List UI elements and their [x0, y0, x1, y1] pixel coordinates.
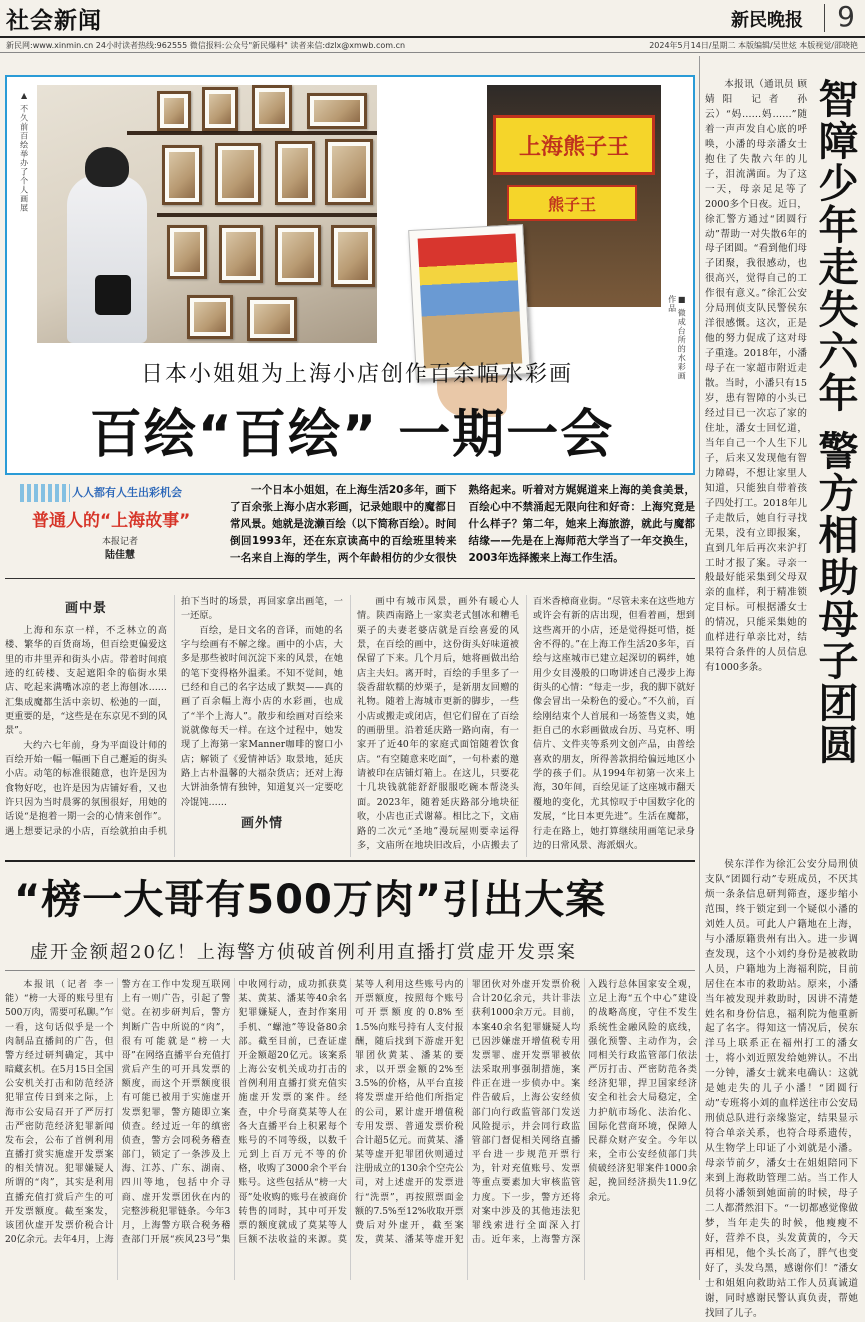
page-number: 9 — [837, 0, 855, 33]
info-right: 2024年5月14日/星期二 本版编辑/吴世炫 本版视觉/邵晓艳 — [649, 41, 858, 50]
visitor-bag — [95, 275, 131, 315]
right-story-title: 智障少年走失六年 警方相助母子团圆 — [812, 78, 858, 766]
painting-frame — [307, 93, 367, 129]
visitor-head — [85, 147, 129, 187]
photo-caption-right: ■ 微成台所的水彩画作品 — [667, 295, 687, 381]
painting-frame — [247, 297, 297, 341]
exhibition-photo — [37, 85, 377, 343]
info-rule — [0, 52, 865, 53]
byline — [102, 536, 138, 564]
section-name: 社会新闻 — [6, 8, 102, 34]
painting-frame — [325, 139, 373, 205]
painting-frame — [215, 143, 261, 205]
body-paragraph: 上海和东京一样，不乏林立的高楼、繁华的百货商场，但百绘更偏爱这里的市井里弄和街头小店。带着时间痕迹的红砖楼、支起遮阳伞的临街水果店、吃起来满嘴冰凉的老上海刨冰……汇集成魔都生活中亲切、松弛的一面，更重要的是，“这些是在东京见不到的风景”。 — [5, 625, 167, 737]
feature-photo-block — [5, 75, 695, 475]
subhead-feelings: 画外情 — [240, 816, 283, 832]
bottom-story-title: “榜一大哥有500万肉”引出大案 — [14, 877, 607, 923]
subtitle-rule — [5, 970, 695, 971]
byline-role: 本报记者 — [102, 537, 139, 547]
info-left: 新民网:www.xinmin.cn 24小时读者热线:962555 微信报料:公众号"新民爆料" 读者来信:dzlx@xmwb.com.cn — [6, 41, 406, 50]
painting-frame — [162, 145, 202, 205]
feature-lead — [230, 482, 695, 574]
right-story-body — [705, 78, 807, 858]
feature-body — [5, 595, 695, 857]
right-story-paragraph: 本报讯（通讯员 顾婧阳 记者 孙云）“妈……妈……”随着一声声发自心底的呼唤，小潘的母亲潘女士抱住了失散六年的儿子，泪流满面。为了这一天，母亲足足等了2000多个日夜。近日，徐汇警方通过“团圆行动”帮助一对失散6年的母子团圆。“看到他们母子团聚，我很感动，也很高兴，觉得自己的工作很有意义。”徐汇公安分局刑侦支队民警侯东洋很感慨。这次，正是他的努力促成了这对母子重逢。2018年，小潘母子在一家超市附近走散。当时，小潘只有15岁，患有智障的小头已经过目已一次忘了家的住址，潘女士回忆道，当年自己一个人生下儿子，后来又发现他有智力障碍，不想让家里人知道，只能独自带着孩子四处打工。2018年儿子走散后，她自行寻找无果，没有立即报案，直到几年后再次来沪打工时才报了案。寻亲一般最好能采集到父母双亲的血样，利于精准锁定目标。可根据潘女士的情况，只能采集她的血样进行单亲比对，结果符合条件的人员信息有1000多条。 — [705, 79, 807, 674]
shelf — [127, 131, 377, 135]
feature-title: 百绘“百绘” 一期一会 — [89, 405, 615, 465]
body-paragraph: 画中有城市风景，画外有暖心人情。陕西南路上一家卖老式刨冰和糟毛栗子的夫妻老婆店就是百绘喜爱的风景，在百绘的画中，这份街头好味道被保留了下来。几个月后，她将画做出给店主夫妇。离开时，百绘的手里多了一袋香甜软糯的炒栗子，是新朋友回赠的礼物。随着上海城市更新的脚步，一些小店或搬走或闭店，但它们留在了百绘的画册里。沿着延庆路一路向南，有一家开了近40年的家庭式面馆随着饮食店。“有空随意来吃面”，一句朴素的邀请被印在店铺灯箱上。在这儿，只要花十几块钱就能舒舒服服吃碗本帮浇头面。2023年，随着延庆路部分地块征收，小店也正式谢幕。相比之下，文庙路的二次元“圣地”漫玩屋则要幸运得多，文庙所在地块旧改后，小店搬去了百米香樟商业街。“尽管未来在这些地方或许会有新的店出现，但看着画，想到这些离开的小店，还是觉得挺可惜，挺舍不得的。”在上海工作生活20多年，百绘与这座城市已建立起深切的羁绊，她用少女目漫般的口吻讲述自己漫步上海街头的心情：“每走一步，我的脚下就好像会冒出一朵粉色的爱心。”不久前，百绘刚结束个人首展和一场签售义卖，她拒自己的水彩画做成台历、马克杯、明信片、文件夹等系列文创产品，由普绘喜欢的朋友，所得善款捐给偏远地区小学的孩子们。从1994年初第一次来上海，30年间，百绘见证了这座城市翻天覆地的变化，尤其惊叹于中国数字化的发展，“比日本更先进”。生活在魔都，行走在路上，她打算继续用画笔记录身边的日常风景、海派烟火。 — [357, 596, 695, 851]
body-paragraph: 大约六七年前，身为平面设计师的百绘开始一幅一幅画下自己邂逅的街头小店。动笔的标准很随意，也许是因为食物好吃，也许是因为店铺好看，又也许只因为当时晨雾的氛围很好，用她的话说“是抱着一期一会的心情来创作”。遇上想要记录的小店，百绘就拍由手机拍下当时的场景，再回家拿出画笔，一一还原。 — [5, 596, 343, 837]
painting-frame — [252, 85, 292, 131]
visitor-figure — [67, 175, 147, 343]
series-name: 普通人的“上海故事” — [32, 511, 191, 531]
painting-frame — [202, 87, 238, 131]
painting-frame — [275, 225, 321, 285]
section-rule — [5, 860, 695, 862]
body-paragraph: 百绘，是日文名的音译，而她的名字与绘画有不解之缘。画中的小店，大多是那些被时间沉淀下来的风景，在她的笔下变得格外温柔。不知不觉间，她已经和自己的名字达成了默契——真的画了百余幅上海小店的水彩画，也成了“半个上海人”。散步和绘画对百绘来说就像每天一样。在这个过程中，她发现了上海第一家Manner咖啡的窗口小店；解锁了《爱情神话》取景地，延庆路上古朴温馨的大福杂货店；还对上海大饼油条情有独钟，知道复兴一定要吃冷馄饨…… — [181, 624, 343, 808]
photo-caption-left: ▲ 不久前百绘举办了个人画展 — [19, 91, 29, 213]
shelf — [157, 213, 377, 217]
painting-frame — [331, 225, 375, 287]
bottom-story-subtitle: 虚开金额超20亿！上海警方侦破首例利用直播打赏虚开发票案 — [30, 942, 577, 963]
feature-subtitle: 日本小姐姐为上海小店创作百余幅水彩画 — [140, 362, 573, 387]
byline-name: 陆佳慧 — [105, 550, 135, 562]
store-sign: 上海熊子王 — [493, 115, 655, 175]
watercolor-painting — [418, 233, 523, 368]
painting-frame — [167, 225, 207, 279]
masthead-divider — [824, 4, 825, 32]
paper-name: 新民晚报 — [731, 10, 803, 31]
painting-frame — [275, 141, 315, 205]
skyline-graphic — [20, 484, 70, 502]
bottom-story-paragraph: 本报讯（记者 李一能）“榜一大哥的账号里有500万肉，需要可私聊。”乍一看，这句话似乎是一个肉制品直播间的广告，但警方经过研判确定，其中暗藏玄机。在5月15日全国公安机关打击和防范经济犯罪宣传日到来之际，上海市公安局召开了严厉打击严密防范经济犯罪新闻发布会，公布了首例利用直播打赏实施虚开发票案的相关情况。犯罪嫌疑人所谓的“肉”，其实是利用直播充值打赏后产生的可开发票额度。截至案发，该团伙虚开发票价税合计20亿余元。去年4月，上海警方在工作中发现互联网上有一则广告，引起了警觉。在初步研判后，警方判断广告中所说的“肉”，很有可能就是“榜一大哥”在网络直播平台充值打赏后产生的可开具发票的额度，而这个开票额度很有可能已被用于实施虚开发票犯罪，警方随即立案侦查。经过近一年的缜密侦查，警方会同税务稽查部门，锁定了一条涉及上海、江苏、广东、湖南、四川等地，包括中介寻商、虚开发票团伙在内的完整涉税犯罪链条。今年3月，上海警方联合税务稽查部门开展“疾风23号”集中收网行动，成功抓获莫某、黄某、潘某等40余名犯罪嫌疑人，查封作案用手机、“螺池”等设备80余部。截至目前，已查证虚开金额超20亿元。该案系上海公安机关成功打击的首例利用直播打赏充值实施虚开发票的案件。经查，中介号商莫某等人在各大直播平台上积累每个账号的不同等级，以数千元到上百万元不等的价格，收购了3000余个平台账号。这些包括从“榜一大哥”处收购的账号在被商价转售的同时，其中可开发票的额度就成了莫某等人巨额不法收益的来源。莫某等人利用这些账号内的开票额度，按照每个账号可开票额度的0.8%至1.5%向账号持有人支付报酬，随后找到下游虚开犯罪团伙黄某、潘某的要求，以开票金额的2%至3.5%的价格，从平台直接将发票虚开给他们所指定的公司，累计虚开增值税专用发票、普通发票价税合计超5亿元。而黄某、潘某等虚开犯罪团伙则通过注册成立的130余个空壳公司，对上述虚开的发票进行“洗票”，再按照票面金额的7.5%至12%收取开票费后对外虚开，截至案发，黄某、潘某等虚开犯罪团伙对外虚开发票价税合计20亿余元，共计非法获利1000余万元。目前，本案40余名犯罪嫌疑人均已因涉嫌虚开增值税专用发票罪、虚开发票罪被依法采取刑事强制措施，案件正在进一步侦办中。案件告破后，上海公安经侦部门向行政监管部门发送风险提示，并会同行政监管部门督促相关网络直播平台进一步规范开票行为，针对充值账号、发票等重点要素加大审核监管力度。下一步，警方还将对案中涉及的其他违法犯罪线索进行全面深入打击。近年来，上海警方深入践行总体国家安全观，立足上海“五个中心”建设的战略高度，守住不发生系统性金融风险的底线，强化预警、主动作为，会同相关行政监管部门依法严厉打击、严密防范各类经济犯罪，捍卫国家经济安全和社会大局稳定，全力护航市场化、法治化、国际化营商环境，保障人民群众财产安全。今年以来，全市公安经侦部门共侦破经济犯罪案件1000余起，挽回经济损失11.9亿余元。 — [5, 980, 697, 1246]
right-story-paragraph: 侯东洋作为徐汇公安分局刑侦支队“团圆行动”专班成员，不厌其烦一条条信息研判筛查，逐步缩小范围，终于锁定到一个疑似小潘的刘姓人员。可此人户籍地在上海，与小潘原籍贵州有出入。进一步调查发现，这个小刘约身份是被救助人员，户籍地为上海福利院，目前居住在本市的救助站。原来，小潘当年被发现并救助时，因讲不清楚姓名和身份信息，福利院为他重新起了名字。得知这一情况后，侯东洋马上联系正在福州打工的潘女士，将小刘近照发给她辨认。不出一分钟，潘女士就来电确认：这就是她走失的儿子小潘！“团圆行动”专班将小刘的血样送往市公安局刑侦总队进行亲缘鉴定，结果显示符合单亲关系，也符合母系遗传，从生物学上印证了小刘就是小潘。母亲节前夕，潘女士在姐姐陪同下来到上海救助管理二站。当工作人员将小潘领到她面前的时候，母子二人都潸然泪下。“一切都感觉像做梦，当年走失的时候，他瘦瘦不好，营养不良，头发黄黄的，今天再相见，他个头长高了，胖气也变好了，头发乌黑，感谢你们！”潘女士和姐姐向救助站工作人员真诚道谢，同时感谢民警认真负责，帮她找回了儿子。 — [705, 859, 858, 1319]
lead-paragraph: 一个日本小姐姐，在上海生活20多年，画下了百余张上海小店水彩画，记录她眼中的魔都日常风景。她就是泷濑百绘（以下简称百绘）。时间倒回1993年，还在东京读高中的百绘班里转来一名来自上海的学生，两个年龄相仿的少女很快熟络起来。听着对方娓娓道来上海的美食美景，百绘心中不禁涌起无限向往和好奇：上海究竟是什么样子？第二年，她来上海旅游，就此与魔都结缘——先是在上海师范大学当了一年交换生，2003年选择搬来上海工作生活。 — [230, 484, 695, 564]
painting-frame — [187, 295, 233, 339]
painting-frame — [157, 91, 191, 131]
lead-rule — [5, 578, 695, 579]
masthead-rule — [0, 36, 865, 38]
masthead — [0, 0, 865, 36]
bottom-story-body — [5, 978, 697, 1280]
right-story-body-lower — [705, 858, 858, 1319]
store-sign-lower: 熊子王 — [507, 185, 637, 221]
series-slogan: 人人都有人生出彩机会 — [72, 486, 182, 499]
painting-frame — [219, 225, 263, 283]
series-logo — [10, 480, 225, 572]
info-line — [6, 40, 858, 51]
subhead-scene: 画中景 — [64, 601, 107, 616]
column-rule — [699, 56, 700, 1280]
